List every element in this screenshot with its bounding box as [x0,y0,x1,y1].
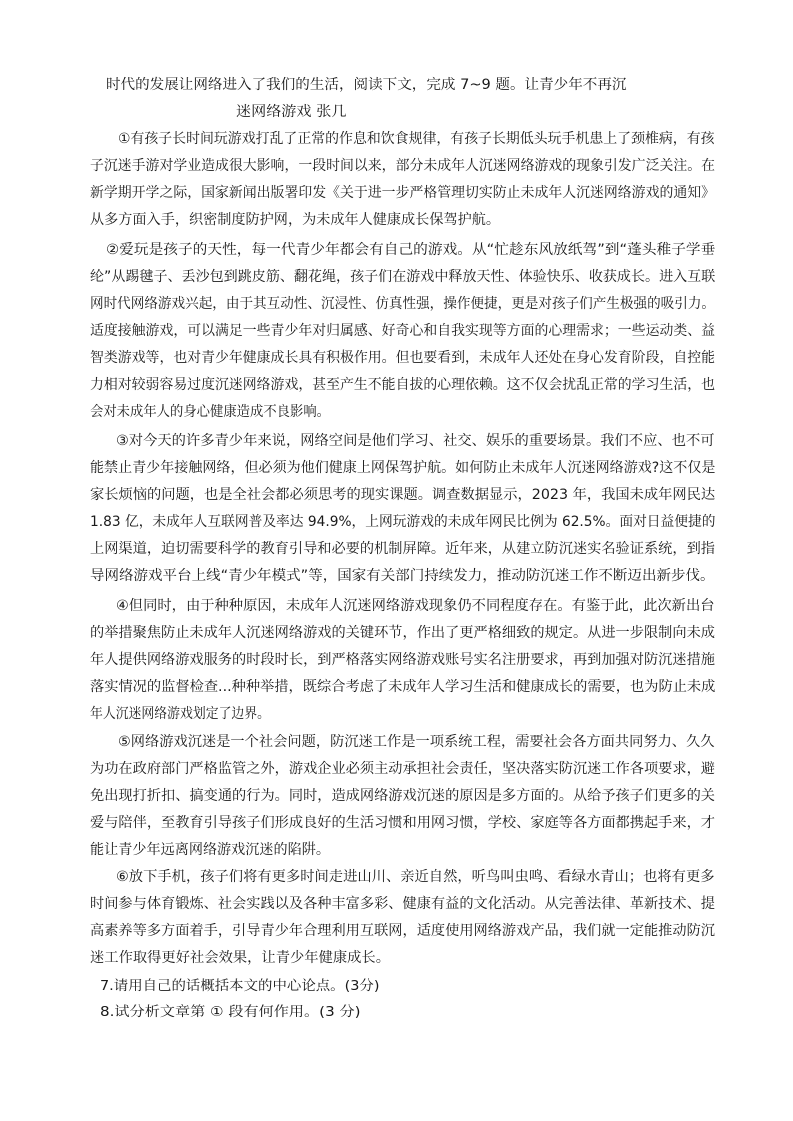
paragraph-4-line: 年人提供网络游戏服务的时段时长，到严格落实网络游戏账号实名注册要求，再到加强对防沉迷措施 [90,652,715,668]
article-title: 迷网络游戏 张几 [236,104,347,120]
paragraph-1-line: ①有孩子长时间玩游戏打乱了正常的作息和饮食规律，有孩子长期低头玩手机患上了颈椎病，有孩 [118,131,715,147]
paragraph-1-line: 新学期开学之际，国家新闻出版署印发《关于进一步严格管理切实防止未成年人沉迷网络游戏的通知》 [90,185,716,201]
paragraph-6-line: ⑥放下手机，孩子们将有更多时间走进山川、亲近自然，听鸟叫虫鸣、看绿水青山；也将有更多 [116,869,715,885]
paragraph-3-line: 1.83 亿，未成年人互联网普及率达 94.9%，上网玩游戏的未成年网民比例为 62.5%。面对日益便捷的 [90,514,716,530]
paragraph-6-line: 迷工作取得更好社会效果，让青少年健康成长。 [90,950,390,966]
question-8: 8.试分析文章第 ① 段有何作用。(3 分) [100,1004,361,1020]
paragraph-1-line: 从多方面入手，织密制度防护网，为未成年人健康成长保驾护航。 [90,212,501,228]
paragraph-2-line: 力相对较弱容易过度沉迷网络游戏，甚至产生不能自拔的心理依赖。这不仅会扰乱正常的学习生活，也 [90,377,716,393]
paragraph-2-line: 网时代网络游戏兴起，由于其互动性、沉浸性、仿真性强，操作便捷，更是对孩子们产生极强的吸引力。 [90,296,716,312]
paragraph-4-line: ④但同时，由于种种原因，未成年人沉迷网络游戏现象仍不同程度存在。有鉴于此，此次新出台 [116,598,715,614]
paragraph-3-line: 导网络游戏平台上线“青少年模式”等，国家有关部门持续发力，推动防沉迷工作不断迈出新步伐。 [90,568,715,584]
intro-line: 时代的发展让网络进入了我们的生活，阅读下文，完成 7~9 题。让青少年不再沉 [106,77,627,93]
paragraph-5-line: 能让青少年远离网络游戏沉迷的陷阱。 [90,842,330,858]
paragraph-5-line: ⑤网络游戏沉迷是一个社会问题，防沉迷工作是一项系统工程，需要社会各方面共同努力、久久 [118,734,715,750]
paragraph-2-line: 适度接触游戏，可以满足一些青少年对归属感、好奇心和自我实现等方面的心理需求；一些运动类、益 [90,323,716,339]
paragraph-4-line: 的举措聚焦防止未成年人沉迷网络游戏的关键环节，作出了更严格细致的规定。从进一步限制向未成 [90,625,715,641]
paragraph-1-line: 子沉迷手游对学业造成很大影响，一段时间以来，部分未成年人沉迷网络游戏的现象引发广泛关注。在 [90,158,716,174]
paragraph-2-line: 会对未成年人的身心健康造成不良影响。 [90,404,331,420]
paragraph-2-line: 纶”从踢毽子、丢沙包到跳皮筋、翻花绳，孩子们在游戏中释放天性、体验快乐、收获成长。进入互联 [90,269,716,285]
paragraph-3-line: 能禁止青少年接触网络，但必须为他们健康上网保驾护航。如何防止未成年人沉迷网络游戏?这不仅是 [90,460,716,476]
paragraph-5-line: 爱与陪伴，至教育引导孩子们形成良好的生活习惯和用网习惯，学校、家庭等各方面都携起手来，才 [90,815,715,831]
paragraph-5-line: 免出现打折扣、搞变通的行为。同时，造成网络游戏沉迷的原因是多方面的。从给予孩子们更多的关 [90,788,715,804]
paragraph-4-line: 年人沉迷网络游戏划定了边界。 [90,706,271,722]
paragraph-3-line: ③对今天的许多青少年来说，网络空间是他们学习、社交、娱乐的重要场景。我们不应、也不可 [116,433,715,449]
paragraph-3-line: 上网渠道，迫切需要科学的教育引导和必要的机制屏障。近年来，从建立防沉迷实名验证系统，到指 [90,541,715,557]
paragraph-6-line: 高素养等多方面着手，引导青少年合理利用互联网，适度使用网络游戏产品，我们就一定能推动防沉 [90,923,715,939]
paragraph-2-line: 智类游戏等，也对青少年健康成长具有积极作用。但也要看到，未成年人还处在身心发育阶段，自控能 [90,350,716,366]
paragraph-2-line: ②爱玩是孩子的天性，每一代青少年都会有自己的游戏。从“忙趁东风放纸驾”到“蓬头稚子学垂 [106,242,716,258]
paragraph-4-line: 落实情况的监督检查...种种举措，既综合考虑了未成年人学习生活和健康成长的需要，也为防止未成 [90,679,716,695]
paragraph-3-line: 家长烦恼的问题，也是全社会都必须思考的现实课题。调查数据显示，2023 年，我国未成年网民达 [90,487,716,503]
question-7: 7.请用自己的话概括本文的中心论点。(3分) [100,978,380,994]
paragraph-5-line: 为功在政府部门严格监管之外，游戏企业必须主动承担社会责任，坚决落实防沉迷工作各项要求，避 [90,761,715,777]
paragraph-6-line: 时间参与体育锻炼、社会实践以及各种丰富多彩、健康有益的文化活动。从完善法律、革新技术、提 [90,896,715,912]
